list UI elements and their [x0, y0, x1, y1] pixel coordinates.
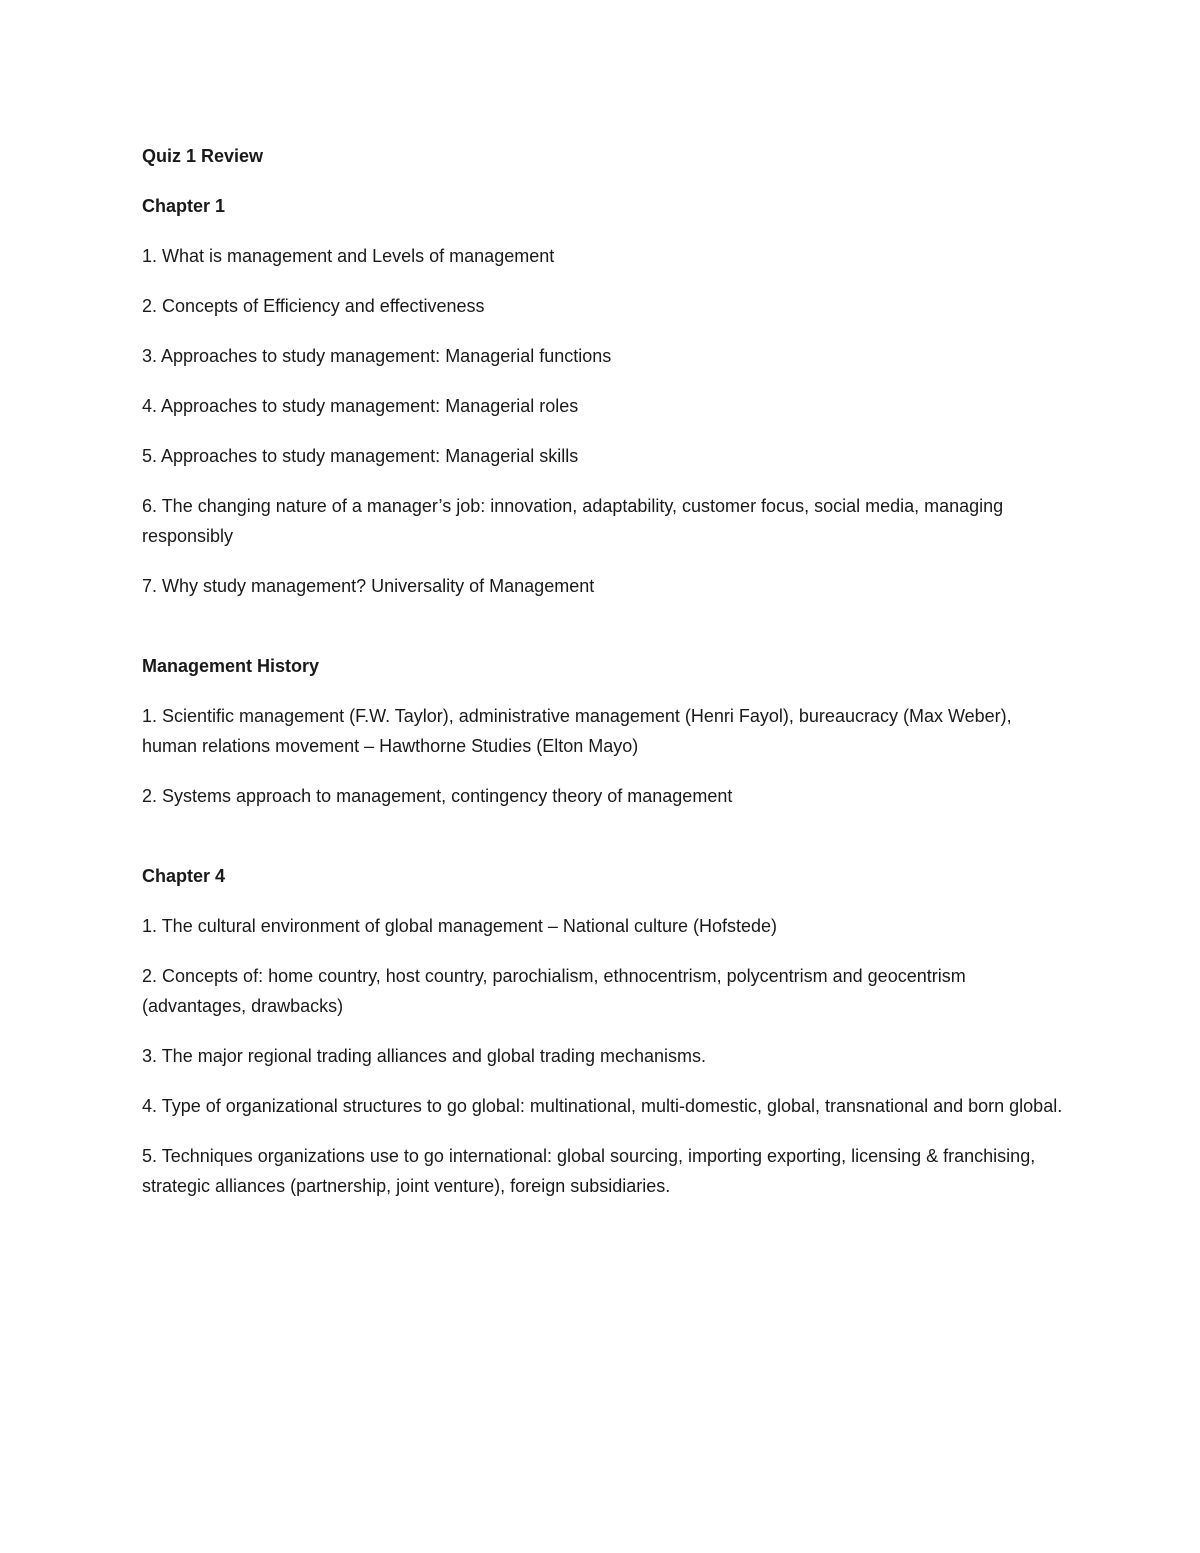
list-item: 3. Approaches to study management: Managerial functions — [142, 346, 612, 366]
list-item: 1. The cultural environment of global management – National culture (Hofstede) — [142, 916, 778, 936]
list-item: 2. Concepts of Efficiency and effectiveness — [142, 296, 485, 316]
section-chapter-4 — [142, 861, 1067, 1201]
section-heading: Chapter 4 — [142, 866, 226, 886]
list-item: 5. Techniques organizations use to go international: global sourcing, importing exporting, licensing & franchising, strategic alliances (partnership, joint venture), foreign subsidiaries. — [142, 1146, 1036, 1196]
list-item: 7. Why study management? Universality of Management — [142, 576, 595, 596]
list-item: 3. The major regional trading alliances and global trading mechanisms. — [142, 1046, 706, 1066]
document-title: Quiz 1 Review — [142, 146, 264, 166]
list-item: 5. Approaches to study management: Managerial skills — [142, 446, 579, 466]
list-item: 6. The changing nature of a manager’s job: innovation, adaptability, customer focus, social media, managing responsibly — [142, 496, 1004, 546]
section-management-history — [142, 651, 1067, 811]
section-chapter-1 — [142, 191, 1067, 601]
list-item: 4. Approaches to study management: Managerial roles — [142, 396, 579, 416]
list-item: 4. Type of organizational structures to go global: multinational, multi-domestic, global, transnational and born global. — [142, 1096, 1063, 1116]
list-item: 2. Concepts of: home country, host country, parochialism, ethnocentrism, polycentrism and geocentrism (advantages, drawbacks) — [142, 966, 966, 1016]
list-item: 1. Scientific management (F.W. Taylor), administrative management (Henri Fayol), bureaucracy (Max Weber), human relations movement – Hawthorne Studies (Elton Mayo) — [142, 706, 1012, 756]
section-heading: Chapter 1 — [142, 196, 226, 216]
list-item: 2. Systems approach to management, contingency theory of management — [142, 786, 733, 806]
list-item: 1. What is management and Levels of management — [142, 246, 555, 266]
document-body — [142, 141, 1067, 1221]
section-heading: Management History — [142, 656, 320, 676]
